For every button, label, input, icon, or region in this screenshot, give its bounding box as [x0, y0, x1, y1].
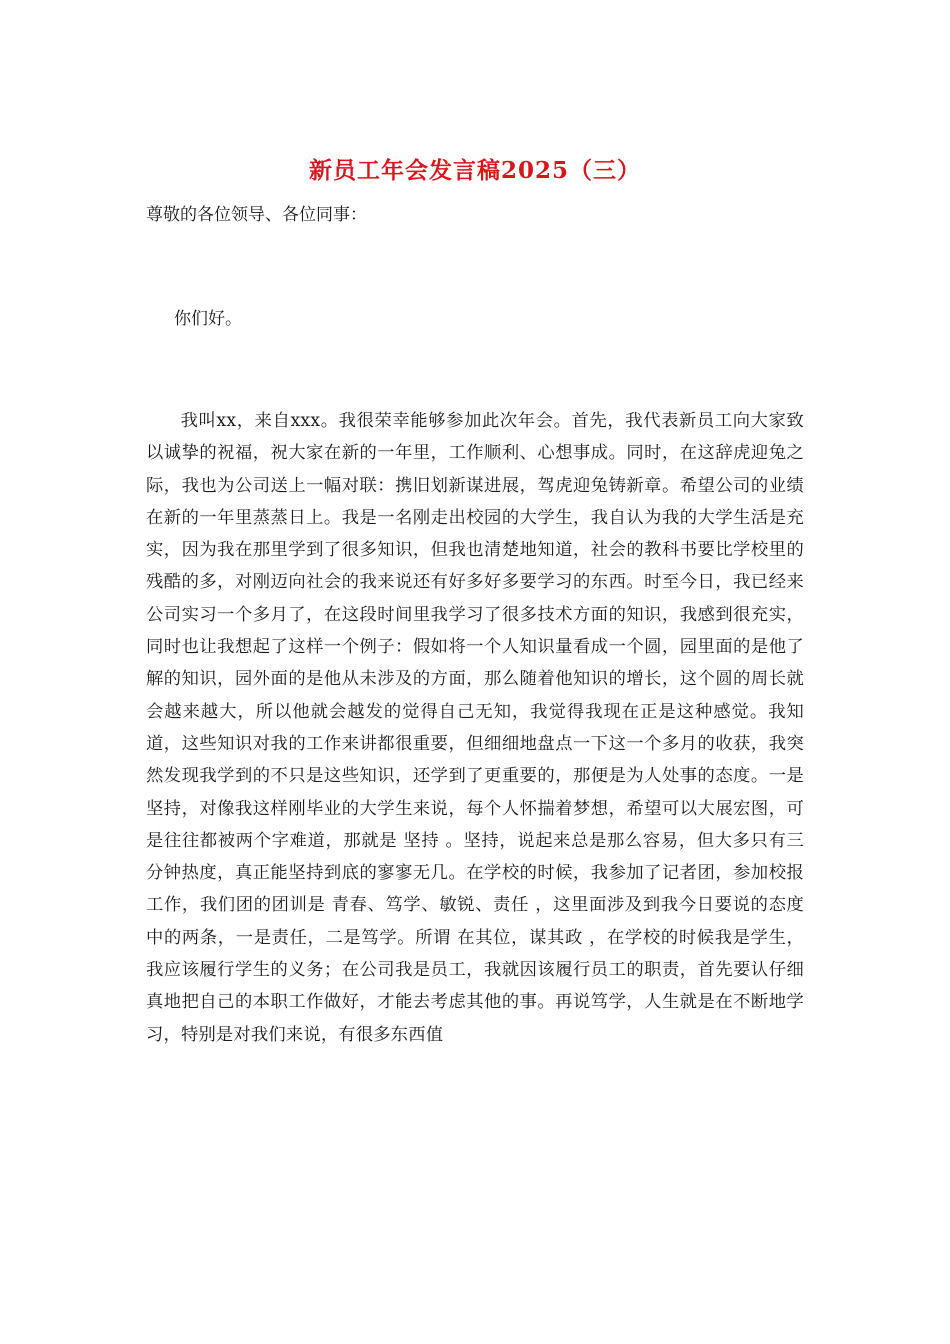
salutation: 尊敬的各位领导、各位同事： — [146, 205, 367, 225]
greeting: 你们好。 — [174, 309, 242, 329]
document-title: 新员工年会发言稿2025（三） — [308, 157, 641, 184]
body-paragraph: 我叫xx，来自xxx。我很荣幸能够参加此次年会。首先，我代表新员工向大家致以诚挚的祝福，祝大家在新的一年里，工作顺利、心想事成。同时，在这辞虎迎兔之际，我也为公司送上一幅对联：携旧划新谋进展，驾虎迎兔铸新章。希望公司的业绩在新的一年里蒸蒸日上。我是一名刚走出校园的大学生，我自认为我的大学生活是充实，因为我在那里学到了很多知识，但我也清楚地知道，社会的教科书要比学校里的残酷的多，对刚迈向社会的我来说还有好多好多要学习的东西。时至今日，我已经来公司实习一个多月了，在这段时间里我学习了很多技术方面的知识，我感到很充实，同时也让我想起了这样一个例子：假如将一个人知识量看成一个圆，园里面的是他了解的知识，园外面的是他从未涉及的方面，那么随着他知识的增长，这个圆的周长就会越来越大，所以他就会越发的觉得自己无知，我觉得我现在正是这种感觉。我知道，这些知识对我的工作来讲都很重要，但细细地盘点一下这一个多月的收获，我突然发现我学到的不只是这些知识，还学到了更重要的，那便是为人处事的态度。一是坚持，对像我这样刚毕业的大学生来说，每个人怀揣着梦想，希望可以大展宏图，可是往往都被两个字难道，那就是 坚持 。坚持，说起来总是那么容易，但大多只有三分钟热度，真正能坚持到底的寥寥无几。在学校的时候，我参加了记者团，参加校报工作，我们团的团训是 青春、笃学、敏锐、责任 ，这里面涉及到我今日要说的态度中的两条，一是责任，二是笃学。所谓 在其位，谋其政 ，在学校的时候我是学生，我应该履行学生的义务；在公司我是员工，我就因该履行员工的职责，首先要认仔细真地把自己的本职工作做好，才能去考虑其他的事。再说笃学，人生就是在不断地学习，特别是对我们来说，有很多东西值 — [146, 411, 804, 1045]
